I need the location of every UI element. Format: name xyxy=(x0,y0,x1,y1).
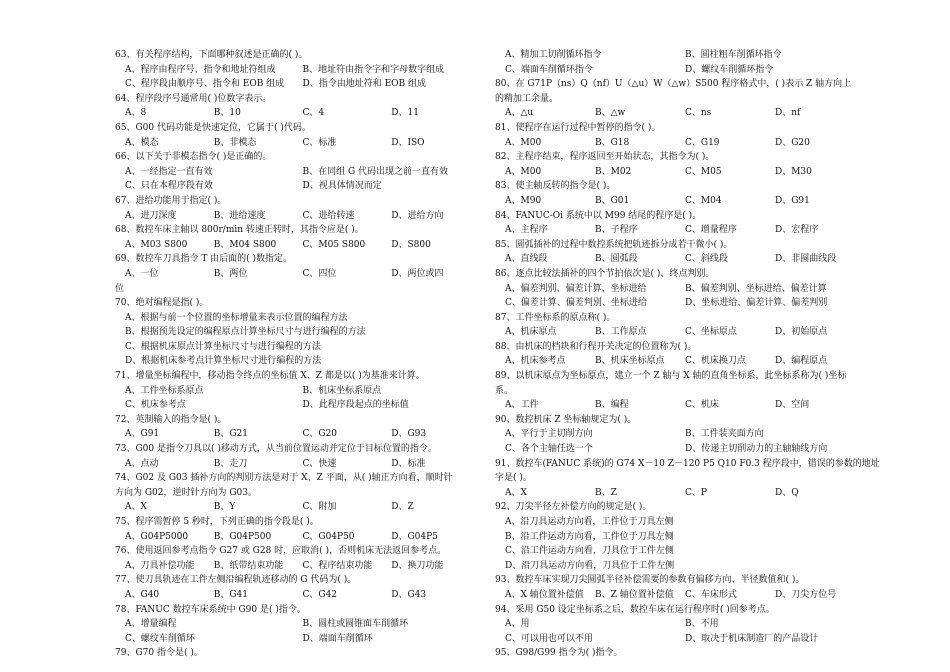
question-text: 82、主程序结束，程序返回至开始状态，其指令为( )。 xyxy=(495,152,715,163)
answer-option: A、刀具补偿功能 xyxy=(125,560,195,571)
answer-option: C、斜线段 xyxy=(685,254,728,265)
question-text: 91、数控车(FANUC 系统)的 G74 X－10 Z－120 P5 Q10 F0.3 程序段中，错误的参数的地址 xyxy=(495,458,880,469)
answer-option: C、机床换刀点 xyxy=(685,356,746,367)
question-text: 81、使程序在运行过程中暂停的指令( )。 xyxy=(495,122,661,133)
answer-option: D、G20 xyxy=(775,137,810,148)
options-row xyxy=(495,165,865,180)
answer-option: A、直线段 xyxy=(505,254,548,265)
answer-option: D、宏程序 xyxy=(775,225,819,236)
right-column xyxy=(495,48,880,661)
question-text: 68、数控车床主轴以 800r/min 转速正转时，其指令应是( )。 xyxy=(115,225,364,236)
answer-option: A、偏差判别、偏差计算、坐标进给 xyxy=(505,283,647,294)
answer-option: B、走刀 xyxy=(213,458,248,469)
answer-option: D、刀尖方位号 xyxy=(775,589,837,600)
options-row xyxy=(115,165,480,180)
options-row xyxy=(115,179,480,194)
options-row xyxy=(495,530,865,545)
options-row xyxy=(115,238,480,253)
question-text: 73、G00 是指令刀具以( )移动方式，从当前位置运动并定位于目标位置的指令。 xyxy=(115,444,437,455)
options-row xyxy=(115,398,480,413)
answer-option: B、两位 xyxy=(213,268,248,279)
answer-option: D、M30 xyxy=(775,166,812,177)
answer-option: B、机床坐标系原点 xyxy=(302,385,382,396)
options-row xyxy=(495,282,865,297)
answer-option: D、S800 xyxy=(391,239,431,250)
answer-option: B、沿工件运动方向看，工件位于刀具左侧 xyxy=(505,531,674,542)
options-row xyxy=(495,442,865,457)
answer-option: D、空间 xyxy=(775,400,810,411)
answer-option: B、G01 xyxy=(595,195,630,206)
answer-option: D、沿刀具运动方向看，刀具位于工件左侧 xyxy=(505,560,675,571)
answer-option: C、程序段由顺序号、指令和 EOB 组成 xyxy=(125,79,285,90)
answer-option: B、子程序 xyxy=(595,225,638,236)
answer-option: D、此程序段起点的坐标值 xyxy=(302,400,409,411)
options-row xyxy=(495,486,865,501)
options-row xyxy=(115,267,480,282)
answer-option: C、端面车削循环指令 xyxy=(505,64,593,75)
options-row xyxy=(495,296,865,311)
question-text: 84、FANUC-Oi 系统中以 M99 结尾的程序是( )。 xyxy=(495,210,702,221)
answer-option: B、机床坐标原点 xyxy=(595,356,665,367)
options-row xyxy=(495,252,865,267)
answer-option: C、G20 xyxy=(302,429,338,440)
answer-option: A、M00 xyxy=(505,166,542,177)
left-column xyxy=(115,48,480,661)
answer-option: C、ns xyxy=(685,108,712,119)
options-row xyxy=(495,136,865,151)
answer-option: D、非圆曲线段 xyxy=(775,254,837,265)
answer-option: A、X xyxy=(125,502,147,513)
options-row xyxy=(115,427,480,442)
answer-option: B、Z 轴位置补偿值 xyxy=(595,589,674,600)
answer-option: C、G04P50 xyxy=(302,531,355,542)
options-row xyxy=(115,325,480,340)
question-text: 72、英制输入的指令是( )。 xyxy=(115,414,227,425)
options-row xyxy=(495,398,865,413)
options-row xyxy=(115,617,480,632)
answer-option: C、沿工件运动方向看，刀具位于工件左侧 xyxy=(505,546,674,557)
answer-option: A、沿刀具运动方向看，工件位于刀具左侧 xyxy=(505,517,674,527)
answer-option: C、进给转速 xyxy=(302,210,355,221)
answer-option: A、X xyxy=(505,487,527,498)
question-text: 89、以机床原点为坐标原点，建立一个 Z 轴与 X 轴的直角坐标系，此坐标系称为( )坐标 xyxy=(495,371,847,382)
answer-option: C、附加 xyxy=(302,502,337,513)
answer-option: D、ISO xyxy=(391,137,425,148)
answer-option: B、非模态 xyxy=(213,137,257,148)
options-row xyxy=(115,530,480,545)
question-text: 80、在 G71P（ns）Q（nf）U（△u）W（△w）S500 程序格式中，( )表示 Z 轴方向上 xyxy=(495,79,852,90)
question-text: 93、数控车床实现刀尖圆弧半径补偿需要的参数有偏移方向、半径数值和( )。 xyxy=(495,575,805,586)
answer-option: B、G21 xyxy=(213,429,249,440)
answer-option: C、4 xyxy=(302,108,325,119)
options-row xyxy=(495,427,865,442)
question-text: 74、G02 及 G03 插补方向的判别方法是对于 X、Z 平面，从( )轴正方向看，顺时针 xyxy=(115,473,453,484)
answer-option: D、G43 xyxy=(391,589,427,600)
answer-option: A、机床原点 xyxy=(505,327,557,338)
answer-option: B、纸带结束功能 xyxy=(213,560,284,571)
answer-option: C、根据机床原点计算坐标尺寸与进行编程的方法 xyxy=(125,341,321,352)
answer-option: A、模态 xyxy=(125,137,159,148)
answer-option: C、偏差计算、偏差判别、坐标进给 xyxy=(505,298,647,309)
answer-option: B、G04P500 xyxy=(213,531,272,542)
options-row xyxy=(115,588,480,603)
options-row xyxy=(495,63,865,78)
options-row xyxy=(115,311,480,326)
options-row xyxy=(115,559,480,574)
answer-option: D、G93 xyxy=(391,429,427,440)
answer-option: A、工件坐标系原点 xyxy=(125,385,204,396)
answer-option: C、坐标原点 xyxy=(685,327,737,338)
options-row xyxy=(115,340,480,355)
answer-option: D、编程原点 xyxy=(775,356,828,367)
answer-option: B、圆弧段 xyxy=(595,254,638,265)
answer-option: C、可以用也可以不用 xyxy=(505,633,593,644)
answer-option: A、点动 xyxy=(125,458,159,469)
options-row xyxy=(115,77,480,92)
answer-option: B、G41 xyxy=(213,589,249,600)
answer-option: B、工作原点 xyxy=(595,327,647,338)
answer-option: B、地址符由指令字和字母数字组成 xyxy=(302,64,445,75)
answer-option: D、两位或四 xyxy=(391,268,444,279)
question-text: 76、使用返回参考点指令 G27 或 G28 时，应取消( )，否则机床无法返回参考点。 xyxy=(115,546,447,557)
question-text: 85、圆弧插补的过程中数控系统把轨迹拆分成若干微小( )。 xyxy=(495,239,733,250)
answer-option: D、传递主切削动力的主轴轴线方向 xyxy=(685,444,828,455)
answer-option: A、增量编程 xyxy=(125,619,177,630)
options-row xyxy=(115,632,480,647)
answer-option: D、Q xyxy=(775,487,799,498)
answer-option: C、快速 xyxy=(302,458,337,469)
answer-option: A、工件 xyxy=(505,400,539,411)
answer-option: D、11 xyxy=(391,108,419,119)
answer-option: C、机床 xyxy=(685,400,719,411)
options-row xyxy=(115,384,480,399)
answer-option: C、G42 xyxy=(302,589,338,600)
answer-option: A、平行于主切削方向 xyxy=(505,429,593,440)
answer-option: C、螺纹车削循环 xyxy=(125,633,195,644)
answer-option: B、圆柱或圆锥面车削循环 xyxy=(302,619,409,630)
answer-option: C、各个主轴任选一个 xyxy=(505,444,593,455)
answer-option: D、Z xyxy=(391,502,414,513)
answer-option: B、Y xyxy=(213,502,236,513)
options-row xyxy=(115,106,480,121)
question-text: 的精加工余量。 xyxy=(495,93,559,104)
answer-option: D、坐标进给、偏差计算、偏差判别 xyxy=(685,298,828,309)
answer-option: C、G19 xyxy=(685,137,720,148)
question-text: 79、G70 指令是( )。 xyxy=(115,648,203,659)
answer-option: B、Z xyxy=(595,487,617,498)
answer-option: A、根据与前一个位置的坐标增量来表示位置的编程方法 xyxy=(125,312,348,323)
answer-option: C、程序结束功能 xyxy=(302,560,373,571)
answer-option: C、四位 xyxy=(302,268,337,279)
answer-option: D、nf xyxy=(775,108,801,119)
question-text: 95、G98/G99 指令为( )指令。 xyxy=(495,648,623,659)
question-text: 75、程序需暂停 5 秒时，下列正确的指令段是( )。 xyxy=(115,517,319,527)
answer-option: B、G18 xyxy=(595,137,630,148)
question-text: 94、采用 G50 设定坐标系之后，数控车床在运行程序时( )回参考点。 xyxy=(495,604,775,615)
question-text: 69、数控车刀具指令 T 由后面的( )数指定。 xyxy=(115,254,293,265)
question-text: 系。 xyxy=(495,385,514,396)
answer-option: A、一位 xyxy=(125,268,159,279)
answer-option: A、M90 xyxy=(505,195,542,206)
answer-option: A、用 xyxy=(505,619,530,630)
options-row xyxy=(115,209,480,224)
question-text: 70、绝对编程是指( )。 xyxy=(115,298,209,309)
question-text: 78、FANUC 数控车床系统中 G90 是( )指令。 xyxy=(115,604,306,615)
question-text: 88、由机床的档块和行程开关决定的位置称为( )。 xyxy=(495,341,697,352)
answer-option: B、不用 xyxy=(685,619,719,630)
answer-option: A、精加工切削循环指令 xyxy=(505,50,602,60)
question-text: 87、工件坐标系的原点称( )。 xyxy=(495,312,616,323)
answer-option: B、10 xyxy=(213,108,241,119)
answer-option: C、M05 S800 xyxy=(302,239,366,250)
question-text: 64、程序段序号通常用( )位数字表示。 xyxy=(115,93,272,104)
question-text: 86、逐点比较法插补的四个节拍依次是( )、终点判别。 xyxy=(495,268,715,279)
answer-option: D、G04P5 xyxy=(391,531,438,542)
question-text: 位 xyxy=(115,283,125,294)
answer-option: A、M00 xyxy=(505,137,542,148)
answer-option: B、工件装夹面方向 xyxy=(685,429,764,440)
answer-option: D、标准 xyxy=(391,458,426,469)
question-text: 63、有关程序结构，下面哪种叙述是正确的( )。 xyxy=(115,50,308,60)
answer-option: D、端面车削循环 xyxy=(302,633,373,644)
question-text: 字是( )。 xyxy=(495,473,532,484)
options-row xyxy=(115,136,480,151)
options-row xyxy=(115,457,480,472)
answer-option: A、M03 S800 xyxy=(125,239,188,250)
options-row xyxy=(495,223,865,238)
options-row xyxy=(495,515,865,530)
answer-option: A、8 xyxy=(125,108,147,119)
answer-option: D、初始原点 xyxy=(775,327,828,338)
answer-option: B、编程 xyxy=(595,400,629,411)
answer-option: B、M04 S800 xyxy=(213,239,277,250)
options-row xyxy=(115,500,480,515)
question-text: 66、以下关于非模态指令( )是正确的。 xyxy=(115,152,272,163)
answer-option: A、△u xyxy=(505,108,534,119)
options-row xyxy=(495,544,865,559)
answer-option: B、△w xyxy=(595,108,626,119)
answer-option: D、取决于机床制造厂的产品设计 xyxy=(685,633,819,644)
answer-option: D、根据机床参考点计算坐标尺寸进行编程的方法 xyxy=(125,356,322,367)
answer-option: D、视具体情况而定 xyxy=(302,181,382,192)
answer-option: B、进给速度 xyxy=(213,210,266,221)
options-row xyxy=(115,354,480,369)
answer-option: D、换刀功能 xyxy=(391,560,444,571)
answer-option: A、X 轴位置补偿值 xyxy=(505,589,584,600)
answer-option: C、M04 xyxy=(685,195,722,206)
answer-option: C、P xyxy=(685,487,707,498)
answer-option: A、进刀深度 xyxy=(125,210,177,221)
options-row xyxy=(495,48,865,63)
answer-option: B、M02 xyxy=(595,166,632,177)
options-row xyxy=(115,63,480,78)
answer-option: D、进给方向 xyxy=(391,210,444,221)
question-text: 65、G00 代码功能是快速定位，它属于( )代码。 xyxy=(115,122,311,133)
answer-option: A、主程序 xyxy=(505,225,548,236)
options-row xyxy=(495,325,865,340)
question-text: 83、使主轴反转的指令是( )。 xyxy=(495,181,616,192)
options-row xyxy=(495,194,865,209)
answer-option: A、一经指定一直有效 xyxy=(125,166,213,177)
answer-option: C、只在本程序段有效 xyxy=(125,181,213,192)
question-text: 67、进给功能用于指定( )。 xyxy=(115,195,227,206)
answer-option: A、G40 xyxy=(125,589,160,600)
question-text: 71、增量坐标编程中，移动指令终点的坐标值 X、Z 都是以( )为基准来计算。 xyxy=(115,371,425,382)
answer-option: D、指令由地址符和 EOB 组成 xyxy=(302,79,427,90)
answer-option: D、G91 xyxy=(775,195,810,206)
options-row xyxy=(495,559,865,574)
question-text: 92、刀尖半径左补偿方向的规定是( )。 xyxy=(495,502,652,513)
answer-option: A、机床参考点 xyxy=(505,356,566,367)
options-row xyxy=(495,354,865,369)
answer-option: B、圆柱粗车削循环指令 xyxy=(685,50,782,60)
question-text: 90、数控机床 Z 坐标轴规定为( )。 xyxy=(495,414,637,425)
answer-option: B、在同组 G 代码出现之前一直有效 xyxy=(302,166,449,177)
options-row xyxy=(495,617,865,632)
answer-option: B、根据预先设定的编程原点计算坐标尺寸与进行编程的方法 xyxy=(125,327,366,338)
answer-option: D、螺纹车削循环指令 xyxy=(685,64,774,75)
options-row xyxy=(495,106,865,121)
options-row xyxy=(495,632,865,647)
answer-option: C、车床形式 xyxy=(685,589,737,600)
question-text: 77、使刀具轨迹在工件左侧沿编程轨迹移动的 G 代码为( )。 xyxy=(115,575,357,586)
question-text: 方向为 G02，逆时针方向为 G03。 xyxy=(115,487,258,498)
options-row xyxy=(495,588,865,603)
answer-option: C、M05 xyxy=(685,166,722,177)
answer-option: C、机床参考点 xyxy=(125,400,186,411)
answer-option: B、偏差判别、坐标进给、偏差计算 xyxy=(685,283,827,294)
answer-option: A、G04P5000 xyxy=(125,531,189,542)
answer-option: C、标准 xyxy=(302,137,337,148)
answer-option: C、增量程序 xyxy=(685,225,737,236)
answer-option: A、G91 xyxy=(125,429,160,440)
answer-option: A、程序由程序号、指令和地址符组成 xyxy=(125,64,276,75)
